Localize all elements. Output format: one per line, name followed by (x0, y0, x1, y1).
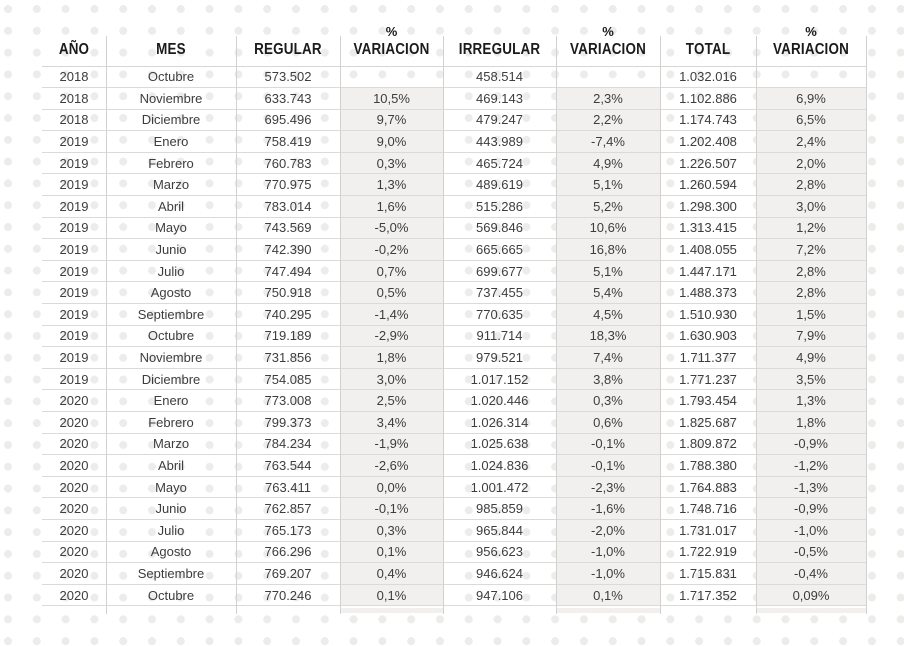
cell-regular: 633.743 (236, 88, 340, 110)
table-row (42, 260, 866, 282)
cell-month: Junio (106, 498, 236, 520)
cell-total-variation: 7,9% (756, 325, 866, 347)
cell-total-variation: 1,3% (756, 390, 866, 412)
column-separator-line (556, 36, 557, 614)
cell-year: 2020 (42, 476, 106, 498)
table-row (42, 325, 866, 347)
cell-regular: 754.085 (236, 368, 340, 390)
cell-month: Octubre (106, 325, 236, 347)
cell-total-variation: 0,09% (756, 584, 866, 606)
header-percent-sign: % (602, 23, 614, 39)
cell-total-variation: 2,8% (756, 282, 866, 304)
header-total-variation (756, 18, 866, 66)
column-separator-line (340, 36, 341, 614)
cell-total-variation: 1,2% (756, 217, 866, 239)
cell-regular-variation: 0,5% (340, 282, 443, 304)
cell-month: Junio (106, 239, 236, 261)
cell-month: Febrero (106, 412, 236, 434)
cell-regular-variation: -1,4% (340, 304, 443, 326)
cell-total: 1.298.300 (660, 196, 756, 218)
cell-irregular-variation: 2,2% (556, 109, 660, 131)
table-row (42, 368, 866, 390)
cell-month: Diciembre (106, 109, 236, 131)
cell-year: 2020 (42, 519, 106, 541)
cell-month: Septiembre (106, 304, 236, 326)
cell-regular: 765.173 (236, 519, 340, 541)
cell-regular: 740.295 (236, 304, 340, 326)
cell-year: 2018 (42, 88, 106, 110)
cell-month: Abril (106, 455, 236, 477)
cell-total: 1.717.352 (660, 584, 756, 606)
cell-total-variation: 2,8% (756, 174, 866, 196)
cell-regular: 762.857 (236, 498, 340, 520)
cell-irregular: 479.247 (443, 109, 556, 131)
cell-regular-variation: 3,4% (340, 412, 443, 434)
cell-regular: 731.856 (236, 347, 340, 369)
cell-irregular-variation: -2,3% (556, 476, 660, 498)
cell-total: 1.788.380 (660, 455, 756, 477)
cell-total: 1.711.377 (660, 347, 756, 369)
cell-regular: 695.496 (236, 109, 340, 131)
cell-year: 2019 (42, 282, 106, 304)
cell-month: Diciembre (106, 368, 236, 390)
cell-regular-variation: 1,8% (340, 347, 443, 369)
cell-year: 2019 (42, 304, 106, 326)
header-total-label: TOTAL (685, 40, 731, 58)
cell-total: 1.630.903 (660, 325, 756, 347)
cell-irregular: 1.017.152 (443, 368, 556, 390)
cell-total-variation: -1,0% (756, 519, 866, 541)
cell-year: 2019 (42, 239, 106, 261)
cell-regular-variation: 2,5% (340, 390, 443, 412)
cell-month: Noviembre (106, 88, 236, 110)
cell-irregular: 946.624 (443, 563, 556, 585)
cell-irregular: 465.724 (443, 152, 556, 174)
header-pct-spacer (660, 23, 756, 40)
cell-irregular-variation: -0,1% (556, 455, 660, 477)
cell-regular: 742.390 (236, 239, 340, 261)
cell-regular-variation: 0,3% (340, 152, 443, 174)
cell-irregular-variation: -1,0% (556, 541, 660, 563)
cell-regular: 747.494 (236, 260, 340, 282)
cell-irregular: 1.025.638 (443, 433, 556, 455)
cell-irregular: 770.635 (443, 304, 556, 326)
cell-irregular: 443.989 (443, 131, 556, 153)
cell-irregular: 911.714 (443, 325, 556, 347)
cell-irregular: 489.619 (443, 174, 556, 196)
cell-total-variation: 1,8% (756, 412, 866, 434)
cell-month: Agosto (106, 541, 236, 563)
cell-regular-variation: -2,6% (340, 455, 443, 477)
cell-regular: 763.544 (236, 455, 340, 477)
cell-year: 2020 (42, 433, 106, 455)
cell-irregular-variation: 5,2% (556, 196, 660, 218)
cell-total: 1.313.415 (660, 217, 756, 239)
cell-irregular: 569.846 (443, 217, 556, 239)
variation-column-footer-tab (757, 608, 866, 613)
cell-total: 1.447.171 (660, 260, 756, 282)
table-body (42, 66, 866, 606)
cell-total: 1.771.237 (660, 368, 756, 390)
table-row (42, 347, 866, 369)
header-pct-spacer (106, 23, 236, 40)
cell-month: Abril (106, 196, 236, 218)
column-separator-line (443, 36, 444, 614)
cell-regular-variation: 10,5% (340, 88, 443, 110)
cell-irregular-variation: 4,9% (556, 152, 660, 174)
header-regular-variation (340, 18, 443, 66)
cell-regular-variation: -2,9% (340, 325, 443, 347)
cell-irregular-variation: 5,4% (556, 282, 660, 304)
cell-month: Enero (106, 131, 236, 153)
header-irregular-variation-label: VARIACION (570, 40, 646, 58)
cell-irregular-variation: -1,0% (556, 563, 660, 585)
cell-regular-variation: -0,1% (340, 498, 443, 520)
cell-regular-variation: 0,0% (340, 476, 443, 498)
table-row (42, 584, 866, 606)
cell-month: Septiembre (106, 563, 236, 585)
cell-total: 1.764.883 (660, 476, 756, 498)
table-row (42, 519, 866, 541)
cell-irregular: 1.001.472 (443, 476, 556, 498)
header-row (42, 18, 866, 66)
cell-irregular-variation: 2,3% (556, 88, 660, 110)
cell-total-variation: -0,5% (756, 541, 866, 563)
cell-irregular: 956.623 (443, 541, 556, 563)
cell-regular-variation: -5,0% (340, 217, 443, 239)
cell-year: 2019 (42, 347, 106, 369)
column-separator-line (660, 36, 661, 614)
header-pct-spacer (42, 23, 106, 40)
cell-irregular-variation: 5,1% (556, 260, 660, 282)
table-row (42, 217, 866, 239)
cell-irregular-variation: 0,1% (556, 584, 660, 606)
cell-regular: 763.411 (236, 476, 340, 498)
cell-total-variation: -0,9% (756, 498, 866, 520)
cell-regular: 760.783 (236, 152, 340, 174)
cell-regular-variation: 9,7% (340, 109, 443, 131)
cell-irregular: 1.020.446 (443, 390, 556, 412)
cell-month: Julio (106, 519, 236, 541)
cell-regular: 773.008 (236, 390, 340, 412)
cell-month: Noviembre (106, 347, 236, 369)
cell-total-variation: -0,4% (756, 563, 866, 585)
cell-regular-variation: 1,3% (340, 174, 443, 196)
table-row (42, 563, 866, 585)
cell-regular: 719.189 (236, 325, 340, 347)
table-row (42, 476, 866, 498)
cell-irregular-variation: 3,8% (556, 368, 660, 390)
cell-regular: 799.373 (236, 412, 340, 434)
cell-irregular: 515.286 (443, 196, 556, 218)
cell-total: 1.510.930 (660, 304, 756, 326)
cell-irregular-variation: -0,1% (556, 433, 660, 455)
table-row (42, 498, 866, 520)
cell-irregular: 469.143 (443, 88, 556, 110)
header-total-variation-label: VARIACION (773, 40, 849, 58)
cell-regular-variation: 0,7% (340, 260, 443, 282)
header-total (660, 18, 756, 66)
cell-irregular-variation: 18,3% (556, 325, 660, 347)
cell-total-variation: -1,2% (756, 455, 866, 477)
cell-irregular: 699.677 (443, 260, 556, 282)
column-separator-line (756, 36, 757, 614)
table-row (42, 152, 866, 174)
cell-total: 1.722.919 (660, 541, 756, 563)
cell-irregular: 1.024.836 (443, 455, 556, 477)
cell-total: 1.731.017 (660, 519, 756, 541)
table-row (42, 412, 866, 434)
cell-total: 1.793.454 (660, 390, 756, 412)
cell-total: 1.174.743 (660, 109, 756, 131)
cell-irregular-variation: -2,0% (556, 519, 660, 541)
cell-irregular: 979.521 (443, 347, 556, 369)
cell-year: 2020 (42, 455, 106, 477)
cell-year: 2018 (42, 109, 106, 131)
cell-irregular: 1.026.314 (443, 412, 556, 434)
cell-regular: 783.014 (236, 196, 340, 218)
header-percent-sign: % (385, 23, 398, 39)
cell-irregular-variation: 0,6% (556, 412, 660, 434)
cell-irregular-variation: -7,4% (556, 131, 660, 153)
table-row (42, 455, 866, 477)
variation-column-footer-tab (341, 608, 443, 613)
cell-year: 2019 (42, 174, 106, 196)
cell-irregular: 665.665 (443, 239, 556, 261)
header-regular-label: REGULAR (254, 40, 322, 58)
cell-total-variation: 2,0% (756, 152, 866, 174)
cell-total-variation: 2,8% (756, 260, 866, 282)
header-year (42, 18, 106, 66)
column-separator-line (106, 36, 107, 614)
cell-irregular-variation: 4,5% (556, 304, 660, 326)
cell-irregular-variation (556, 66, 660, 88)
cell-total-variation: -1,3% (756, 476, 866, 498)
cell-month: Enero (106, 390, 236, 412)
header-pct-spacer (443, 23, 556, 40)
cell-total: 1.488.373 (660, 282, 756, 304)
header-year-label: AÑO (58, 40, 90, 58)
cell-year: 2018 (42, 66, 106, 88)
cell-year: 2019 (42, 217, 106, 239)
cell-irregular: 737.455 (443, 282, 556, 304)
header-pct-spacer (236, 23, 340, 40)
cell-total-variation: 6,5% (756, 109, 866, 131)
cell-total-variation: 2,4% (756, 131, 866, 153)
cell-year: 2020 (42, 412, 106, 434)
table-row (42, 541, 866, 563)
header-irregular (443, 18, 556, 66)
table-row (42, 196, 866, 218)
cell-total: 1.260.594 (660, 174, 756, 196)
cell-total: 1.102.886 (660, 88, 756, 110)
cell-irregular: 985.859 (443, 498, 556, 520)
cell-regular-variation: 0,3% (340, 519, 443, 541)
cell-regular: 784.234 (236, 433, 340, 455)
cell-regular-variation: -0,2% (340, 239, 443, 261)
cell-irregular-variation: 5,1% (556, 174, 660, 196)
cell-irregular-variation: 16,8% (556, 239, 660, 261)
cell-regular: 769.207 (236, 563, 340, 585)
cell-month: Octubre (106, 584, 236, 606)
cell-total-variation: 3,5% (756, 368, 866, 390)
header-irregular-label: IRREGULAR (458, 40, 541, 58)
cell-total: 1.715.831 (660, 563, 756, 585)
table-row (42, 174, 866, 196)
cell-year: 2020 (42, 498, 106, 520)
cell-year: 2020 (42, 563, 106, 585)
cell-month: Mayo (106, 476, 236, 498)
cell-irregular-variation: 10,6% (556, 217, 660, 239)
cell-year: 2019 (42, 260, 106, 282)
table-row (42, 304, 866, 326)
cell-year: 2020 (42, 584, 106, 606)
column-separator-line (866, 36, 867, 614)
cell-irregular: 458.514 (443, 66, 556, 88)
cell-total: 1.748.716 (660, 498, 756, 520)
cell-total-variation: 6,9% (756, 88, 866, 110)
header-month (106, 18, 236, 66)
cell-regular: 758.419 (236, 131, 340, 153)
cell-regular: 766.296 (236, 541, 340, 563)
cell-year: 2019 (42, 131, 106, 153)
cell-year: 2019 (42, 368, 106, 390)
cell-regular: 743.569 (236, 217, 340, 239)
cell-regular-variation: 0,4% (340, 563, 443, 585)
header-month-label: MES (156, 40, 186, 58)
table-row (42, 109, 866, 131)
cell-regular-variation: 0,1% (340, 584, 443, 606)
cell-total: 1.408.055 (660, 239, 756, 261)
cell-total-variation: 1,5% (756, 304, 866, 326)
cell-month: Mayo (106, 217, 236, 239)
header-regular (236, 18, 340, 66)
cell-regular: 770.246 (236, 584, 340, 606)
cell-regular-variation (340, 66, 443, 88)
cell-total-variation (756, 66, 866, 88)
cell-regular-variation: 1,6% (340, 196, 443, 218)
table-header (42, 18, 866, 66)
cell-year: 2019 (42, 325, 106, 347)
cell-regular: 750.918 (236, 282, 340, 304)
table-row (42, 433, 866, 455)
cell-year: 2020 (42, 541, 106, 563)
cell-total-variation: -0,9% (756, 433, 866, 455)
cell-month: Octubre (106, 66, 236, 88)
variation-column-footer-tab (557, 608, 660, 613)
cell-year: 2019 (42, 196, 106, 218)
cell-regular-variation: 0,1% (340, 541, 443, 563)
cell-irregular-variation: 0,3% (556, 390, 660, 412)
cell-month: Marzo (106, 433, 236, 455)
cell-total-variation: 4,9% (756, 347, 866, 369)
monthly-variation-table (42, 18, 866, 606)
cell-total: 1.202.408 (660, 131, 756, 153)
cell-month: Agosto (106, 282, 236, 304)
cell-month: Marzo (106, 174, 236, 196)
column-separator-line (236, 36, 237, 614)
cell-year: 2019 (42, 152, 106, 174)
header-regular-variation-label: VARIACION (353, 40, 430, 58)
cell-irregular-variation: -1,6% (556, 498, 660, 520)
table-row (42, 390, 866, 412)
cell-regular-variation: 9,0% (340, 131, 443, 153)
cell-total-variation: 3,0% (756, 196, 866, 218)
table-row (42, 66, 866, 88)
cell-irregular: 965.844 (443, 519, 556, 541)
table-row (42, 131, 866, 153)
cell-total: 1.032.016 (660, 66, 756, 88)
cell-total: 1.825.687 (660, 412, 756, 434)
cell-total-variation: 7,2% (756, 239, 866, 261)
cell-regular: 770.975 (236, 174, 340, 196)
cell-irregular-variation: 7,4% (556, 347, 660, 369)
header-percent-sign: % (805, 23, 817, 39)
cell-irregular: 947.106 (443, 584, 556, 606)
cell-regular: 573.502 (236, 66, 340, 88)
table-row (42, 88, 866, 110)
cell-regular-variation: 3,0% (340, 368, 443, 390)
table-row (42, 239, 866, 261)
cell-month: Julio (106, 260, 236, 282)
cell-year: 2020 (42, 390, 106, 412)
cell-regular-variation: -1,9% (340, 433, 443, 455)
table-row (42, 282, 866, 304)
cell-total: 1.809.872 (660, 433, 756, 455)
header-irregular-variation (556, 18, 660, 66)
cell-month: Febrero (106, 152, 236, 174)
cell-total: 1.226.507 (660, 152, 756, 174)
